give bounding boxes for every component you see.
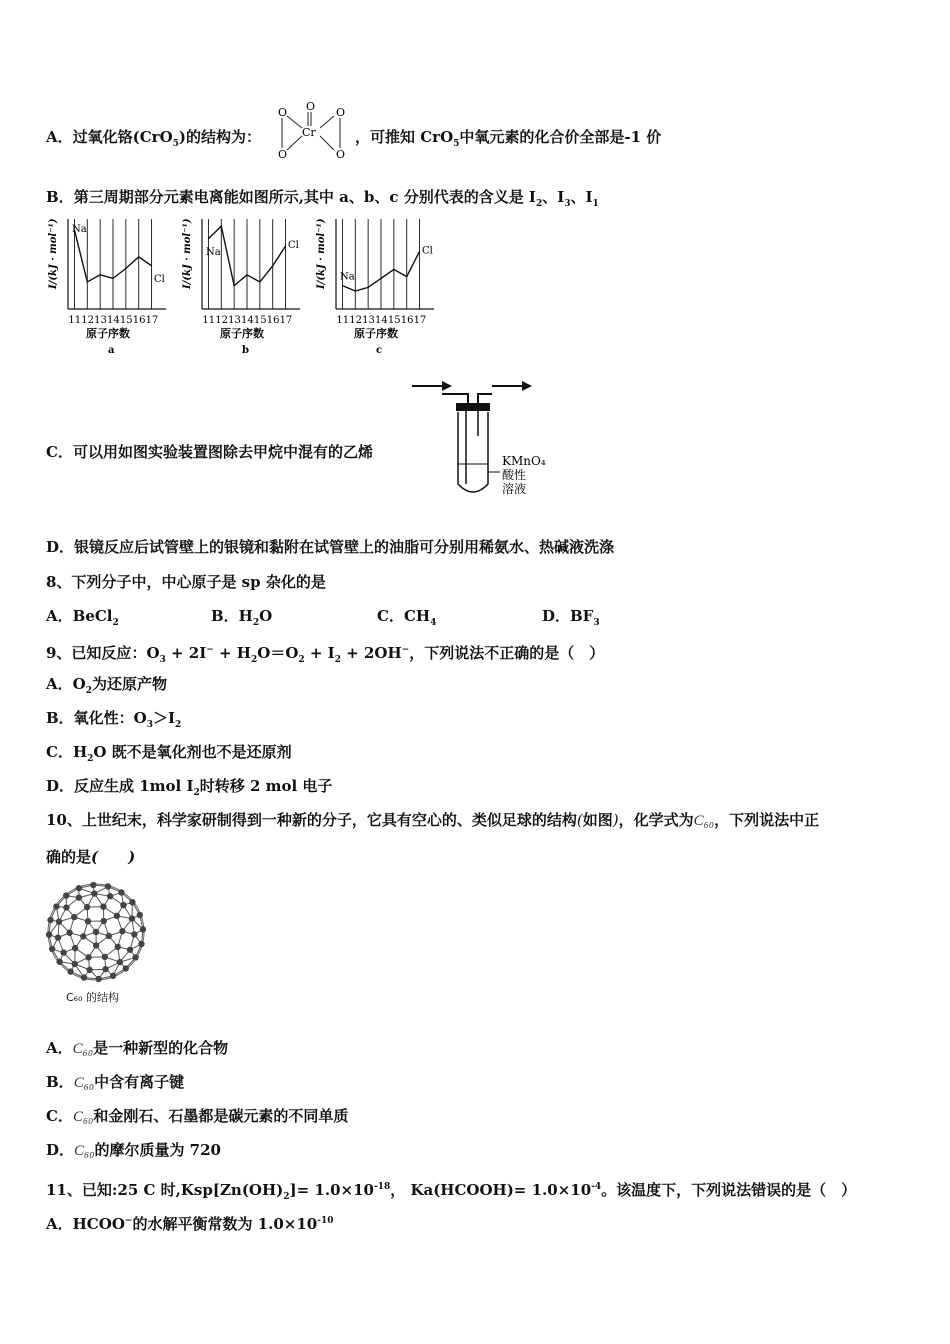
c60-atom: [93, 942, 99, 948]
c60-atom: [86, 967, 92, 973]
c60-atom: [115, 944, 121, 950]
x-tick-label: 16: [266, 315, 280, 326]
na-label: Na: [72, 223, 87, 235]
o-atom: O: [336, 106, 346, 119]
c60-atom: [91, 890, 97, 896]
c60-atom: [46, 931, 52, 937]
x-tick-label: 17: [145, 315, 159, 326]
o-atom: O: [336, 148, 346, 161]
panel-label: b: [242, 345, 249, 356]
cr-atom: Cr: [302, 126, 316, 139]
question-9-stem: 9、已知反应：$O_3 + 2I^- + H_2O=O_2 + I_2 + 2OH^-$，下列说法不正确的是（ ）: [46, 644, 605, 665]
x-tick-label: 13: [362, 315, 375, 326]
c60-atom: [47, 917, 53, 923]
na-label: Na: [206, 246, 221, 258]
c60-atom: [138, 941, 144, 947]
y-axis-label: I/(kJ · mol⁻¹): [182, 218, 193, 289]
c60-atom: [56, 959, 62, 965]
c60-atom: [131, 931, 137, 937]
y-axis-label: I/(kJ · mol⁻¹): [316, 218, 327, 289]
question-11-stem: 11、已知:25 C 时$,Ksp[Zn(OH)_2]= 1.0\times 10^{-18}$， Ka(HCOOH)= $1.0\times 10^{-4}$。该温度下，下列说法错误的是（ ）: [46, 1181, 857, 1202]
x-tick-label: 13: [94, 315, 107, 326]
x-tick-label: 16: [400, 315, 414, 326]
cl-label: Cl: [154, 273, 165, 285]
c60-atom: [76, 885, 82, 891]
c60-atom: [100, 903, 106, 909]
cl-label: Cl: [288, 240, 299, 251]
reagent-label: KMnO₄: [502, 454, 546, 468]
c60-atom: [67, 968, 73, 974]
na-label: Na: [340, 271, 355, 283]
c60-atom: [55, 934, 61, 940]
c60-atom: [132, 954, 138, 960]
q11-option-a: A．HCOO−的水解平衡常数为 $1.0\times 10^{-10}$: [46, 1215, 334, 1233]
c60-atom: [72, 945, 78, 951]
x-tick-label: 12: [349, 315, 363, 326]
panel-label: a: [108, 345, 115, 356]
c60-atom: [137, 912, 143, 918]
q10-option-d: D．C₆₀的摩尔质量为 720: [46, 1141, 221, 1159]
x-tick-label: 17: [279, 315, 293, 326]
c60-atom: [85, 918, 91, 924]
panel-label: c: [376, 345, 383, 356]
c60-atom: [114, 913, 120, 919]
c60-atom: [129, 899, 135, 905]
c60-atom: [140, 926, 146, 932]
reagent-label: 酸性: [502, 468, 527, 482]
q10-option-a: A．C₆₀是一种新型的化合物: [46, 1039, 229, 1057]
c60-atom: [110, 973, 116, 979]
question-10-stem-cont: 确的是( ): [46, 848, 136, 866]
question-10-stem: 10、上世纪末，科学家研制得到一种新的分子，它具有空心的、类似足球的结构(如图)，化学式为C₆₀，下列说法中正: [46, 811, 820, 829]
c60-atom: [63, 904, 69, 910]
x-tick-label: 17: [413, 315, 427, 326]
c60-atom: [85, 954, 91, 960]
c60-atom: [107, 893, 113, 899]
c60-atom: [90, 882, 96, 888]
x-tick-label: 15: [119, 315, 133, 326]
c60-atom: [118, 889, 124, 895]
c60-atom: [95, 976, 101, 982]
c60-atom: [117, 959, 123, 965]
q8-option-b: B．$H_2O$: [211, 607, 273, 628]
question-8-stem: 8、下列分子中，中心原子是 sp 杂化的是: [46, 573, 326, 591]
q9-option-c: C．$H_2O$ 既不是氧化剂也不是还原剂: [46, 743, 292, 764]
c60-atom: [63, 892, 69, 898]
q8-option-d: D．$BF_3$: [542, 607, 600, 628]
stopper: [456, 403, 490, 411]
ionization-energy-charts: [40, 215, 460, 360]
c60-atom: [84, 904, 90, 910]
c60-atom: [129, 915, 135, 921]
x-tick-label: 14: [241, 315, 254, 326]
y-axis-label: I/(kJ · mol⁻¹): [48, 218, 59, 289]
option-b: B．第三周期部分元素电离能如图所示,其中 a、b、c 分别代表的含义是 $I_2$、$I_3$、$I_1$: [46, 188, 599, 209]
reagent-label: 溶液: [502, 482, 527, 496]
x-tick-label: 12: [215, 315, 229, 326]
test-tube: [458, 412, 488, 492]
q10-option-c: C．C₆₀和金刚石、石墨都是碳元素的不同单质: [46, 1107, 349, 1125]
o-atom: O: [278, 148, 288, 161]
q9-option-b: B．氧化性：$O_3>I_2$: [46, 709, 182, 730]
c60-atom: [120, 902, 126, 908]
x-tick-label: 11: [68, 315, 82, 326]
cro5-structure: [272, 100, 352, 164]
x-tick-label: 13: [228, 315, 241, 326]
x-axis-label: 原子序数: [220, 327, 264, 340]
c60-structure-figure: [44, 878, 154, 988]
option-c: C．可以用如图实验装置图除去甲烷中混有的乙烯: [46, 443, 373, 461]
c60-atom: [101, 918, 107, 924]
c60-atom: [127, 947, 133, 953]
c60-atom: [106, 933, 112, 939]
x-axis-label: 原子序数: [354, 327, 398, 340]
x-tick-label: 14: [107, 315, 120, 326]
c60-atom: [80, 933, 86, 939]
c60-atom: [93, 929, 99, 935]
c60-atom: [56, 918, 62, 924]
c60-atom: [49, 946, 55, 952]
q8-option-a: A．BeCl$_2$: [46, 607, 119, 628]
c60-atom: [66, 930, 72, 936]
c60-atom: [72, 961, 78, 967]
c60-caption: C₆₀ 的结构: [66, 991, 119, 1004]
option-a-conclusion: ，可推知 CrO$_5$中氧元素的化合价全部是-1 价: [355, 128, 662, 149]
option-d: D．银镜反应后试管壁上的银镜和黏附在试管壁上的油脂可分别用稀氨水、热碱液洗涤: [46, 538, 615, 556]
cl-label: Cl: [422, 245, 433, 257]
c60-atom: [71, 914, 77, 920]
wash-bottle-apparatus: [400, 376, 550, 501]
c60-atom: [60, 949, 66, 955]
x-axis-label: 原子序数: [86, 327, 130, 340]
o-atom: O: [306, 100, 316, 113]
c60-atom: [119, 928, 125, 934]
c60-atom: [102, 954, 108, 960]
x-tick-label: 11: [336, 315, 350, 326]
c60-atom: [53, 903, 59, 909]
c60-atom: [76, 894, 82, 900]
x-tick-label: 15: [387, 315, 401, 326]
c60-atom: [81, 974, 87, 980]
x-tick-label: 12: [81, 315, 95, 326]
c60-atom: [102, 966, 108, 972]
x-tick-label: 14: [375, 315, 388, 326]
c60-atom: [123, 965, 129, 971]
q9-option-d: D．反应生成 1mol $I_2$时转移 2 mol 电子: [46, 777, 333, 798]
x-tick-label: 15: [253, 315, 267, 326]
c60-atom: [105, 883, 111, 889]
q9-option-a: A．$O_2$为还原产物: [46, 675, 167, 696]
option-a: A．过氧化铬(CrO$_5$)的结构为：: [46, 128, 262, 149]
o-atom: O: [278, 106, 288, 119]
x-tick-label: 16: [132, 315, 146, 326]
q10-option-b: B．C₆₀中含有离子键: [46, 1073, 185, 1091]
x-tick-label: 11: [202, 315, 216, 326]
q8-option-c: C．$CH_4$: [377, 607, 437, 628]
